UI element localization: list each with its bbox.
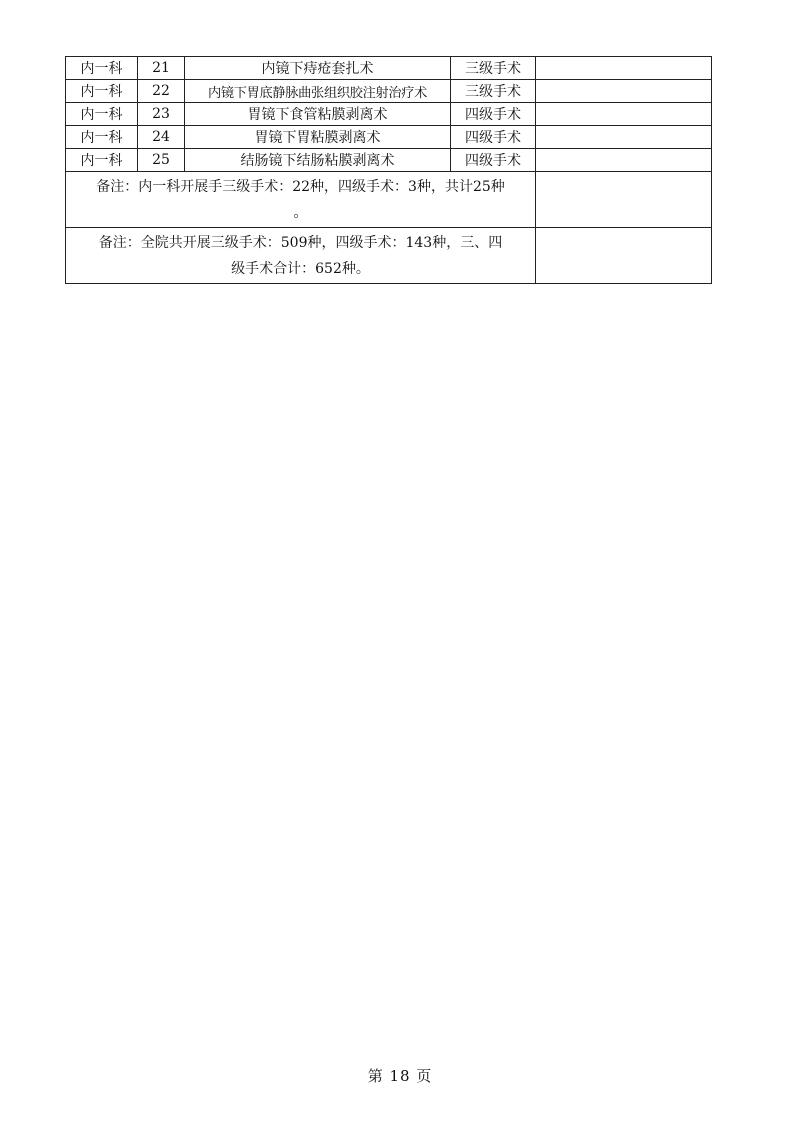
table-row [66,80,712,103]
dept-cell: 内一科 [66,126,138,149]
extra-cell [536,149,712,172]
level-cell: 四级手术 [451,103,536,126]
hospital-note-extra-cell [536,228,712,284]
hospital-note-line-1: 备注：全院共开展三级手术：509种，四级手术：143种，三、四 [98,234,503,251]
surgery-table [65,56,712,284]
hospital-note-line-2: 级手术合计：652种。 [231,260,370,277]
number-cell: 21 [138,57,185,80]
dept-cell: 内一科 [66,103,138,126]
dept-cell: 内一科 [66,80,138,103]
extra-cell [536,80,712,103]
number-cell: 22 [138,80,185,103]
page-number: 第 18 页 [367,1067,433,1085]
dept-note-line-1: 备注：内一科开展手三级手术：22种，四级手术：3种，共计25种 [96,178,505,195]
dept-note-extra-cell [536,172,712,228]
procedure-cell: 内镜下痔疮套扎术 [185,57,451,80]
hospital-note-cell [66,228,536,284]
extra-cell [536,126,712,149]
table-row [66,57,712,80]
dept-note-cell [66,172,536,228]
extra-cell [536,57,712,80]
dept-cell: 内一科 [66,57,138,80]
dept-note-line-2: 。 [293,204,308,221]
level-cell: 三级手术 [451,80,536,103]
dept-note-row [66,172,712,228]
level-cell: 三级手术 [451,57,536,80]
number-cell: 24 [138,126,185,149]
hospital-note-row [66,228,712,284]
level-cell: 四级手术 [451,126,536,149]
table-row [66,126,712,149]
level-cell: 四级手术 [451,149,536,172]
extra-cell [536,103,712,126]
procedure-cell: 胃镜下胃粘膜剥离术 [185,126,451,149]
procedure-cell: 胃镜下食管粘膜剥离术 [185,103,451,126]
procedure-cell: 结肠镜下结肠粘膜剥离术 [185,149,451,172]
table-row [66,149,712,172]
surgery-list-sheet [65,56,711,284]
number-cell: 25 [138,149,185,172]
dept-cell: 内一科 [66,149,138,172]
number-cell: 23 [138,103,185,126]
procedure-cell: 内镜下胃底静脉曲张组织胶注射治疗术 [185,80,451,103]
table-row [66,103,712,126]
